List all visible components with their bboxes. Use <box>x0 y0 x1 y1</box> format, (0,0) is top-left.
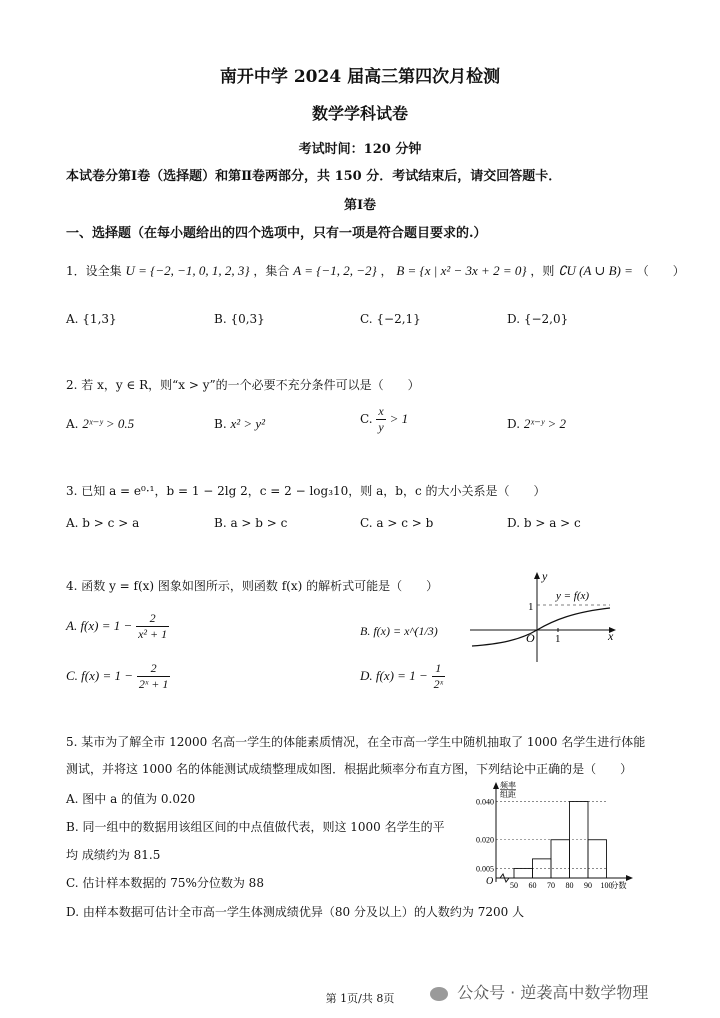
q4-option-a <box>66 611 169 642</box>
histogram-y-tick: 0.020 <box>476 835 494 845</box>
q1-expression: ∁U (A ∪ B) = <box>558 263 633 278</box>
q4-option-a-denominator: x² + 1 <box>138 627 168 641</box>
q4-option-d <box>360 661 445 692</box>
q2-option-d-expr: 2ˣ⁻ʸ > 2 <box>523 416 566 431</box>
wechat-icon <box>430 987 448 1001</box>
q4-option-c-prefix: C. f(x) = 1 − <box>66 668 134 683</box>
q1-number: 1．设全集 <box>66 264 122 278</box>
question-4: 4. 函数 y = f(x) 图象如图所示，则函数 f(x) 的解析式可能是（ ） <box>66 579 439 593</box>
histogram-x-arrow <box>626 875 633 881</box>
page-number: 第 1页/共 8页 <box>325 992 395 1005</box>
histogram-bar <box>514 868 533 878</box>
q2-option-a-expr: 2ˣ⁻ʸ > 0.5 <box>82 416 135 431</box>
q1-paren: （ ） <box>636 264 685 278</box>
histogram-bar <box>588 840 607 878</box>
q2-option-c-fraction <box>376 404 385 435</box>
q4-option-c-fraction <box>137 661 170 692</box>
q2-option-c-numerator: x <box>378 404 384 418</box>
q4-option-a-prefix: A. f(x) = 1 − <box>66 618 133 633</box>
q5-option-b-line2: 均 成绩约为 81.5 <box>66 848 161 862</box>
q3-option-a: A. b > c > a <box>66 516 140 530</box>
histogram-x-tick: 60 <box>528 881 537 890</box>
q5-option-a: A. 图中 a 的值为 0.020 <box>66 792 196 806</box>
q4-function-graph <box>470 568 620 664</box>
q2-option-a <box>66 416 134 432</box>
histogram-y-arrow <box>493 782 499 789</box>
q2-option-c-letter: C. <box>360 412 373 426</box>
q5-option-b-line1: B. 同一组中的数据用该组区间的中点值做代表，则这 1000 名学生的平 <box>66 820 445 834</box>
q5-option-c: C. 估计样本数据的 75%分位数为 88 <box>66 876 264 890</box>
q4-option-d-numerator: 1 <box>432 661 445 677</box>
q4-option-d-fraction <box>432 661 445 692</box>
q4-option-c-numerator: 2 <box>137 661 170 677</box>
q1-option-d: D. {−2,0} <box>507 312 569 326</box>
q4-curve <box>472 608 610 646</box>
exam-intro: 本试卷分第Ⅰ卷（选择题）和第Ⅱ卷两部分，共 150 分．考试结束后，请交回答题卡． <box>66 169 562 184</box>
q4-option-b: B. f(x) = x^(1/3) <box>360 624 438 638</box>
question-1: 1．设全集 U = {−2, −1, 0, 1, 2, 3} ，集合 A = {−1, 2, −2} ， B = {x | x² − 3x + 2 = 0} ，则 ∁U (A ∪ B) = （ ） <box>66 263 685 278</box>
question-3: 3. 已知 a = e⁰·¹，b = 1 − 2lg 2，c = 2 − log₃10，则 a，b，c 的大小关系是（ ） <box>66 484 546 498</box>
histogram-y-tick: 0.040 <box>476 797 494 807</box>
exam-title: 南开中学 2024 届高三第四次月检测 <box>219 67 501 87</box>
q4-tick-y: 1 <box>528 601 534 613</box>
question-5-line2: 测试，并将这 1000 名的体能测试成绩整理成如图．根据此频率分布直方图，下列结论中正确的是（ ） <box>66 762 633 776</box>
q2-option-c-denominator: y <box>378 420 384 434</box>
part-title: 第Ⅰ卷 <box>343 198 377 213</box>
histogram-x-tick: 50 <box>510 881 518 890</box>
histogram-bar <box>551 840 570 878</box>
exam-subtitle: 数学学科试卷 <box>311 104 408 123</box>
q4-option-a-fraction <box>136 611 169 642</box>
q1-option-a: A. {1,3} <box>66 312 117 326</box>
histogram-y-label-denominator: 组距 <box>500 790 516 799</box>
q4-option-d-prefix: D. f(x) = 1 − <box>360 668 428 683</box>
question-5-line1: 5. 某市为了解全市 12000 名高一学生的体能素质情况，在全市高一学生中随机抽取了 1000 名学生进行体能 <box>66 735 646 749</box>
question-2: 2. 若 x，y ∈ R，则“x > y”的一个必要不充分条件可以是（ ） <box>66 378 420 392</box>
q5-histogram <box>468 780 668 892</box>
q2-option-d <box>507 416 566 432</box>
q4-curve-label: y = f(x) <box>556 590 590 602</box>
q1-set-b: B = {x | x² − 3x + 2 = 0} <box>396 263 527 278</box>
exam-time: 考试时间：120 分钟 <box>298 142 422 157</box>
q4-x-label: x <box>608 629 614 643</box>
q2-option-a-letter: A. <box>66 417 79 431</box>
q4-y-arrow <box>534 572 540 579</box>
q3-option-b: B. a > b > c <box>214 516 288 530</box>
q2-option-b-letter: B. <box>214 417 227 431</box>
q4-option-c <box>66 661 170 692</box>
section-title: 一、选择题（在每小题给出的四个选项中，只有一项是符合题目要求的.） <box>66 226 487 241</box>
q1-text-mid1: ，集合 <box>253 264 290 278</box>
histogram-x-tick: 90 <box>584 881 592 890</box>
q2-option-c-tail: > 1 <box>389 411 409 426</box>
histogram-x-label: 分数 <box>610 881 627 890</box>
q1-set-u: U = {−2, −1, 0, 1, 2, 3} <box>125 263 250 278</box>
histogram-origin: O <box>486 876 494 887</box>
histogram-x-tick: 70 <box>547 881 555 890</box>
q2-option-b <box>214 416 265 432</box>
watermark-text: 公众号 · 逆袭高中数学物理 <box>457 983 649 1002</box>
q1-option-c: C. {−2,1} <box>360 312 421 326</box>
histogram-x-tick: 100 <box>600 881 613 890</box>
histogram-y-tick: 0.005 <box>476 864 494 874</box>
watermark <box>430 980 648 1003</box>
q3-option-c: C. a > c > b <box>360 516 434 530</box>
q2-option-c <box>360 404 408 435</box>
q4-origin-label: O <box>526 631 535 645</box>
q1-set-a: A = {−1, 2, −2} <box>293 263 377 278</box>
q4-option-a-numerator: 2 <box>136 611 169 627</box>
q3-option-d: D. b > a > c <box>507 516 581 530</box>
q2-option-b-expr: x² > y² <box>230 416 266 431</box>
q4-option-d-denominator: 2ˣ <box>433 677 443 691</box>
histogram-y-label: 频率 <box>500 781 516 790</box>
q1-text-mid2: ，则 <box>530 264 555 278</box>
q4-y-label: y <box>542 569 548 583</box>
q1-option-b: B. {0,3} <box>214 312 265 326</box>
q2-option-d-letter: D. <box>507 417 521 431</box>
q5-option-d: D. 由样本数据可估计全市高一学生体测成绩优异（80 分及以上）的人数约为 7200 人 <box>66 905 525 919</box>
q4-option-c-denominator: 2ˣ + 1 <box>138 677 169 691</box>
q4-tick-x: 1 <box>555 633 561 645</box>
histogram-x-tick: 80 <box>565 881 574 890</box>
